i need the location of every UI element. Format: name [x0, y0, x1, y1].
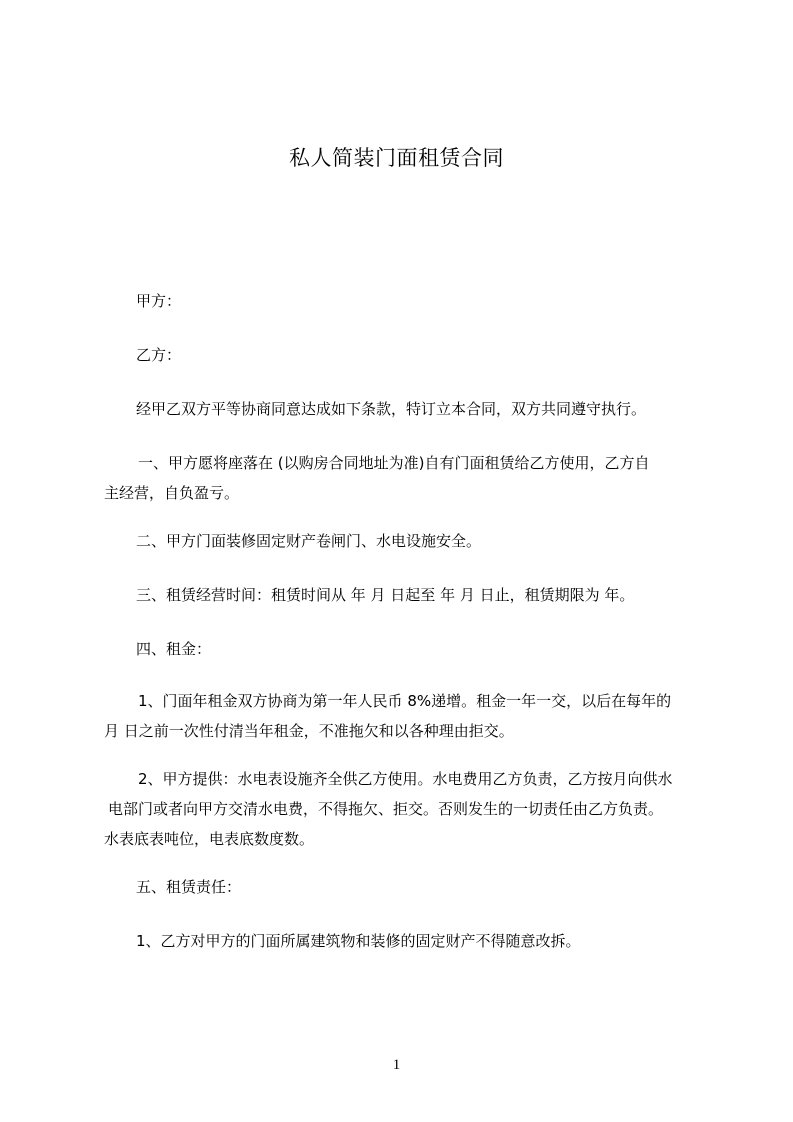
- intro-paragraph: 经甲乙双方平等协商同意达成如下条款，特订立本合同，双方共同遵守执行。: [136, 400, 647, 418]
- clause-3-paragraph: 三、租赁经营时间：租赁时间从 年 月 日起至 年 月 日止，租赁期限为 年。: [136, 586, 635, 604]
- clause-4-item-2-line-2: 电部门或者向甲方交清水电费，不得拖欠、拒交。否则发生的一切责任由乙方负责。: [108, 800, 664, 818]
- clause-4-item-2-paragraph: [104, 764, 704, 854]
- clause-4-heading: 四、租金：: [136, 640, 212, 658]
- clause-5-heading: 五、租赁责任：: [136, 878, 242, 896]
- clause-5-item-1-paragraph: 1、乙方对甲方的门面所属建筑物和装修的固定财产不得随意改拆。: [136, 932, 581, 950]
- page-number: 1: [392, 1057, 401, 1073]
- clause-1-paragraph: [104, 448, 704, 508]
- clause-1-line-2: 主经营，自负盈亏。: [104, 484, 240, 502]
- document-title: 私人简装门面租赁合同: [289, 146, 504, 170]
- clause-4-item-1-line-2: 月 日之前一次性付清当年租金，不准拖欠和以各种理由拒交。: [104, 722, 514, 740]
- clause-4-item-2-line-3: 水表底表吨位，电表底数度数。: [104, 830, 315, 848]
- clause-2-paragraph: 二、甲方门面装修固定财产卷闸门、水电设施安全。: [136, 532, 482, 550]
- clause-4-item-2-line-1: 2、甲方提供：水电表设施齐全供乙方使用。水电费用乙方负责，乙方按月向供水: [138, 770, 673, 788]
- clause-4-item-1-line-1: 1、门面年租金双方协商为第一年人民币 8%递增。租金一年一交，以后在每年的: [138, 692, 672, 710]
- party-b-line: 乙方：: [136, 346, 182, 364]
- party-a-line: 甲方：: [136, 292, 182, 310]
- clause-1-line-1: 一、甲方愿将座落在 (以购房合同地址为准)自有门面租赁给乙方使用，乙方自: [138, 454, 650, 472]
- clause-4-item-1-paragraph: [104, 686, 704, 746]
